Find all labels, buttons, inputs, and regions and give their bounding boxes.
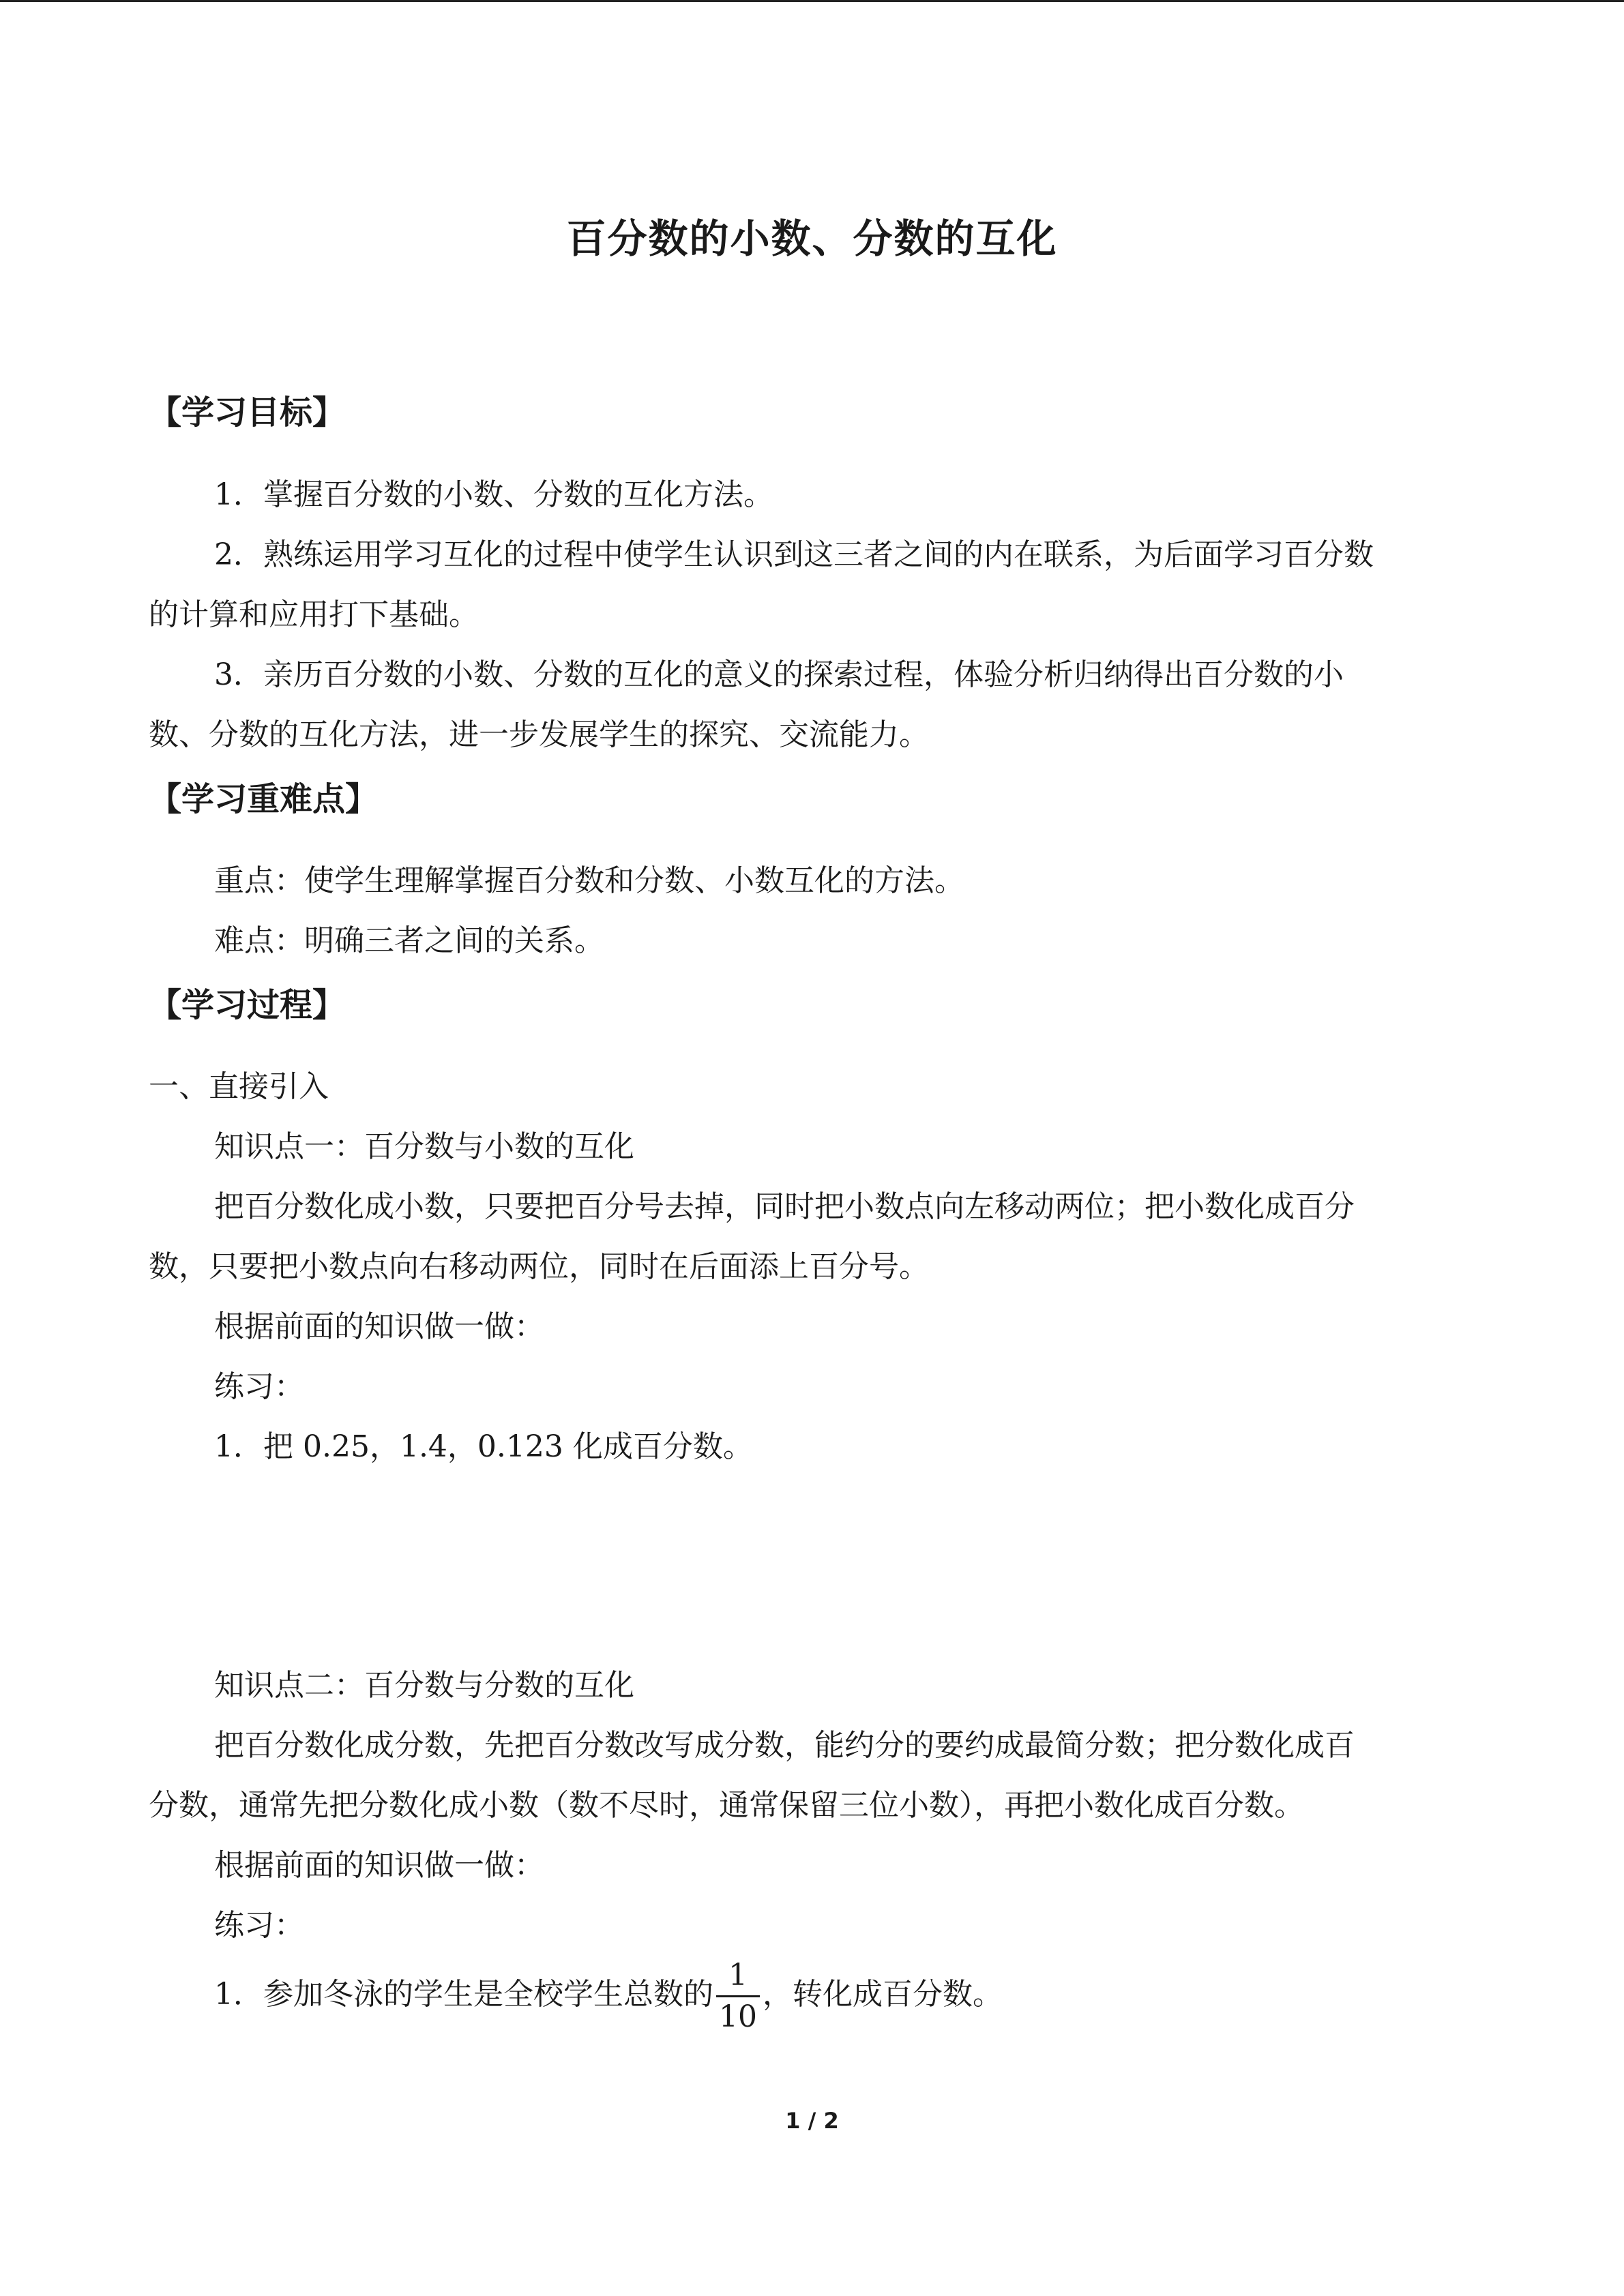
fraction-numerator: 1 bbox=[728, 1958, 748, 1993]
objectives-heading: 【学习目标】 bbox=[149, 393, 346, 432]
objective-3-line1: 3．亲历百分数的小数、分数的互化的意义的探索过程，体验分析归纳得出百分数的小 bbox=[214, 657, 1344, 692]
knowledge-point-2-line1: 把百分数化成分数，先把百分数改写成分数，能约分的要约成最简分数；把分数化成百 bbox=[214, 1728, 1355, 1763]
page-number: 1 / 2 bbox=[785, 2108, 839, 2134]
fraction bbox=[716, 1956, 760, 2037]
document-title: 百分数的小数、分数的互化 bbox=[566, 215, 1058, 262]
knowledge-point-1-exercise-1: 1．把 0.25，1.4，0.123 化成百分数。 bbox=[214, 1429, 753, 1464]
knowledge-point-1-title: 知识点一：百分数与小数的互化 bbox=[214, 1129, 634, 1164]
knowledge-point-1-practice: 练习： bbox=[214, 1369, 304, 1404]
key-point-focus: 重点：使学生理解掌握百分数和分数、小数互化的方法。 bbox=[214, 863, 964, 898]
knowledge-point-2-do: 根据前面的知识做一做： bbox=[214, 1848, 544, 1883]
knowledge-point-2-exercise-1 bbox=[149, 1956, 1541, 2037]
objective-2-line2: 的计算和应用打下基础。 bbox=[149, 597, 479, 632]
intro-line: 一、直接引入 bbox=[149, 1069, 329, 1104]
key-point-difficulty: 难点：明确三者之间的关系。 bbox=[214, 923, 604, 958]
knowledge-point-2-practice: 练习： bbox=[214, 1908, 304, 1943]
objective-3-line2: 数、分数的互化方法，进一步发展学生的探究、交流能力。 bbox=[149, 717, 929, 752]
exercise-text-before: 1．参加冬泳的学生是全校学生总数的 bbox=[214, 1977, 713, 2012]
knowledge-point-2-line2: 分数，通常先把分数化成小数（数不尽时，通常保留三位小数），再把小数化成百分数。 bbox=[149, 1788, 1304, 1823]
key-points-heading: 【学习重难点】 bbox=[149, 780, 379, 818]
fraction-denominator: 10 bbox=[716, 1995, 760, 2037]
objective-1: 1．掌握百分数的小数、分数的互化方法。 bbox=[214, 477, 773, 512]
exercise-text-after: ，转化成百分数。 bbox=[763, 1977, 1003, 2012]
knowledge-point-1-line2: 数，只要把小数点向右移动两位，同时在后面添上百分号。 bbox=[149, 1249, 929, 1284]
process-heading: 【学习过程】 bbox=[149, 986, 346, 1024]
knowledge-point-2-title: 知识点二：百分数与分数的互化 bbox=[214, 1668, 634, 1703]
knowledge-point-1-do: 根据前面的知识做一做： bbox=[214, 1309, 544, 1344]
knowledge-point-1-line1: 把百分数化成小数，只要把百分号去掉，同时把小数点向左移动两位；把小数化成百分 bbox=[214, 1189, 1355, 1224]
page-top-border bbox=[0, 0, 1624, 2]
objective-2-line1: 2．熟练运用学习互化的过程中使学生认识到这三者之间的内在联系，为后面学习百分数 bbox=[214, 537, 1374, 572]
